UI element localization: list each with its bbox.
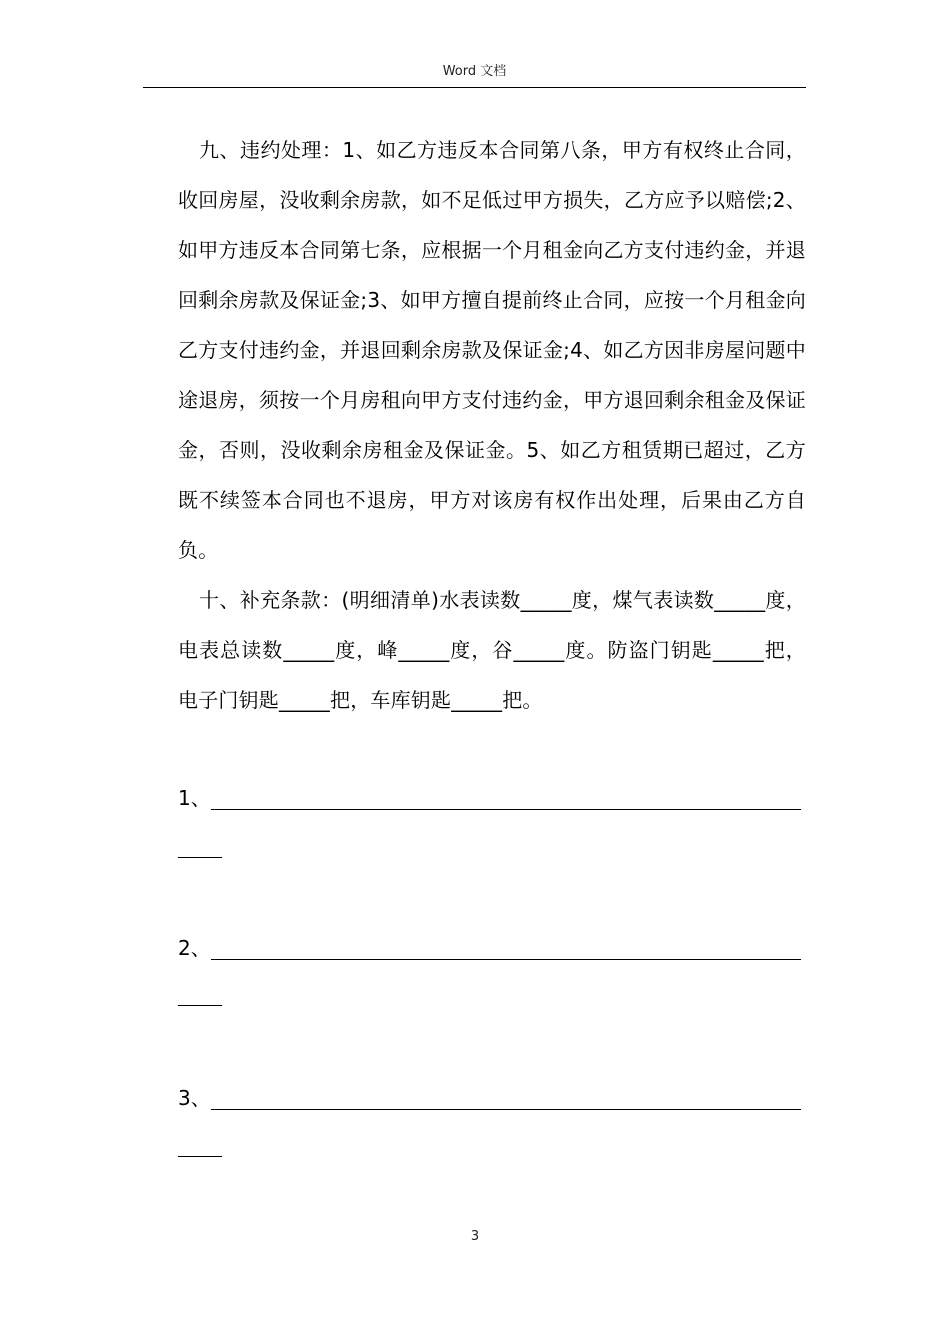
fill-in-line [211,1091,801,1110]
fill-in-line-continuation [178,857,222,858]
clause-line-3 [178,1086,801,1110]
page-number: 3 [470,1229,480,1244]
document-body [178,125,806,725]
clause-line-1 [178,786,801,810]
fill-in-line-continuation [178,1005,222,1006]
fill-in-line-continuation [178,1156,222,1157]
page-header: Word 文档 [442,64,507,79]
clause-number: 1、 [178,786,211,810]
clause-number: 2、 [178,936,211,960]
paragraph-supplementary-terms: 十、补充条款：(明细清单)水表读数_____度，煤气表读数_____度，电表总读数_____度，峰_____度，谷_____度。防盗门钥匙_____把，电子门钥匙_____把，车库钥匙_____把。 [178,588,806,712]
fill-in-line [211,941,801,960]
fill-in-line [211,791,801,810]
clause-line-2 [178,936,801,960]
header-divider [143,87,806,88]
clause-number: 3、 [178,1086,211,1110]
paragraph-breach-of-contract: 九、违约处理：1、如乙方违反本合同第八条，甲方有权终止合同，收回房屋，没收剩余房款，如不足低过甲方损失，乙方应予以赔偿;2、如甲方违反本合同第七条，应根据一个月租金向乙方支付违约金，并退回剩余房款及保证金;3、如甲方擅自提前终止合同，应按一个月租金向乙方支付违约金，并退回剩余房款及保证金;4、如乙方因非房屋问题中途退房，须按一个月房租向甲方支付违约金，甲方退回剩余租金及保证金，否则，没收剩余房租金及保证金。5、如乙方租赁期已超过，乙方既不续签本合同也不退房，甲方对该房有权作出处理，后果由乙方自负。 [178,138,806,562]
